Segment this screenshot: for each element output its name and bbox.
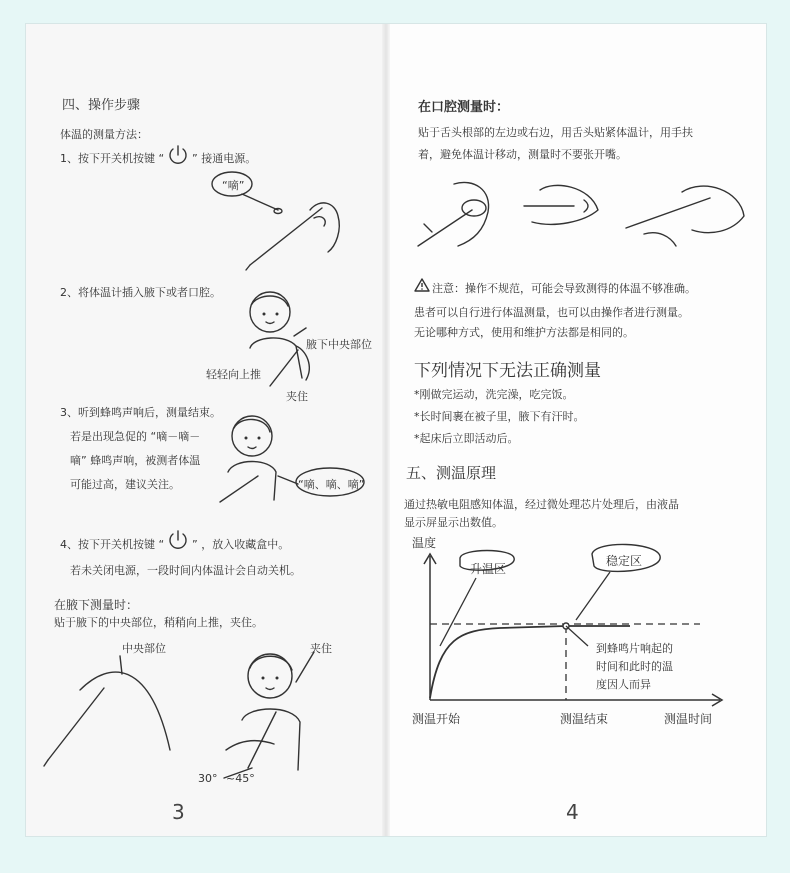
page-number-left: 3 — [172, 800, 185, 824]
x-end-label: 测温结束 — [560, 712, 609, 726]
temperature-curve-graph — [400, 548, 740, 708]
power-icon — [166, 528, 188, 550]
oral-line1: 贴于舌头根部的左边或右边，用舌头贴紧体温计，用手扶 — [418, 126, 693, 139]
label-center-area: 腋下中央部位 — [306, 338, 372, 351]
oral-title: 在口腔测量时： — [418, 100, 510, 115]
note-line1: 到蜂鸣片响起的 — [596, 642, 673, 655]
step2-text: 2、将体温计插入腋下或者口腔。 — [60, 286, 221, 299]
step3-line4: 可能过高，建议关注。 — [70, 478, 180, 491]
principle-line2: 显示屏显示出数值。 — [404, 516, 503, 529]
beep-text-1: “嘀” — [222, 179, 245, 192]
step3-line1: 3、听到蜂鸣声响后，测量结束。 — [60, 406, 221, 419]
x-start-label: 测温开始 — [412, 712, 461, 726]
angle-30-label: 30° — [198, 772, 218, 785]
armpit-title: 在腋下测量时： — [54, 598, 139, 612]
child-beep-illustration — [214, 410, 364, 510]
step4-note: 若未关闭电源，一段时间内体温计会自动关机。 — [70, 564, 301, 577]
warning-line3: 无论哪种方式，使用和维护方法都是相同的。 — [414, 326, 634, 339]
section-heading: 四、操作步骤 — [62, 98, 141, 113]
cannot-measure-title: 下列情况下无法正确测量 — [414, 361, 601, 381]
principle-title: 五、测温原理 — [406, 464, 497, 482]
oral-line2: 着，避免体温计移动，测量时不要张开嘴。 — [418, 148, 627, 161]
page-fold — [382, 24, 390, 836]
step4-suffix: ” ，放入收藏盒中。 — [192, 538, 290, 551]
figure-center-label: 中央部位 — [122, 642, 166, 655]
figure-clamp-label: 夹住 — [310, 642, 332, 655]
step3-line2: 若是出现急促的 “嘀－嘀－ — [70, 430, 201, 443]
page-number-right: 4 — [566, 800, 579, 824]
case-2: *长时间裹在被子里，腋下有汗时。 — [414, 410, 585, 423]
step1-prefix: 1、按下开关机按键 “ — [60, 152, 165, 165]
angle-45-label: ~45° — [226, 772, 255, 785]
label-clamp: 夹住 — [286, 390, 308, 403]
rise-zone-label: 升温区 — [470, 562, 507, 576]
note-line3: 度因人而异 — [596, 678, 651, 691]
label-push-up: 轻轻向上推 — [206, 368, 261, 381]
method-title: 体温的测量方法： — [60, 128, 148, 141]
power-icon — [166, 143, 188, 165]
armpit-text: 贴于腋下的中央部位，稍稍向上推，夹住。 — [54, 616, 263, 629]
warning-icon — [414, 278, 430, 292]
warning-line1: 注意：操作不规范，可能会导致测得的体温不够准确。 — [432, 282, 696, 295]
x-axis-label: 测温时间 — [664, 712, 713, 726]
beep-text-3: “嘀、嘀、嘀” — [298, 478, 365, 491]
principle-line1: 通过热敏电阻感知体温，经过微处理芯片处理后，由液晶 — [404, 498, 679, 511]
stable-zone-label: 稳定区 — [606, 554, 643, 568]
step4-prefix: 4、按下开关机按键 “ — [60, 538, 165, 551]
case-1: *刚做完运动，洗完澡，吃完饭。 — [414, 388, 574, 401]
oral-measurement-illustrations — [414, 176, 754, 266]
note-line2: 时间和此时的温 — [596, 660, 673, 673]
step1-suffix: ” 接通电源。 — [192, 152, 257, 165]
case-3: *起床后立即活动后。 — [414, 432, 519, 445]
child-clamp-illustration — [196, 640, 336, 780]
step3-line3: 嘀” 蜂鸣声响，被测者体温 — [70, 454, 201, 467]
warning-line2: 患者可以自行进行体温测量，也可以由操作者进行测量。 — [414, 306, 689, 319]
armpit-curve-figure — [40, 640, 180, 770]
graph-y-label: 温度 — [412, 536, 437, 550]
